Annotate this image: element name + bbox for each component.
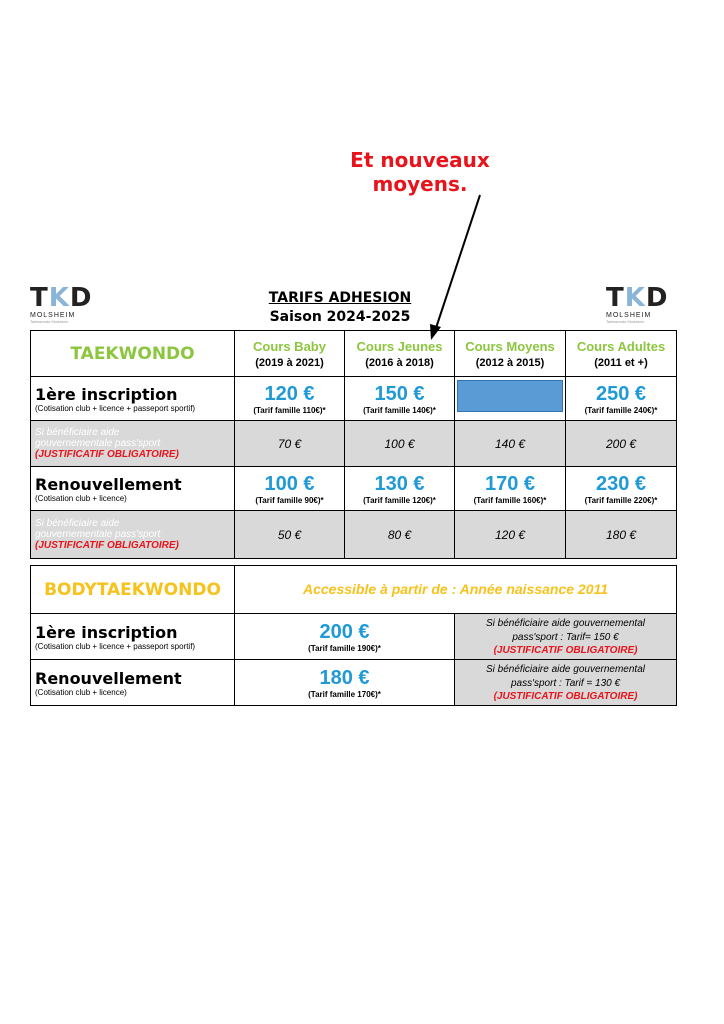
col-jeunes: Cours Jeunes (2016 à 2018): [345, 331, 455, 377]
body-first-registration-label: 1ère inscription (Cotisation club + licence + passeport sportif): [31, 614, 235, 660]
body-renewal-label: Renouvellement (Cotisation club + licence): [31, 660, 235, 706]
price-cell: 100 € (Tarif famille 90€)*: [235, 467, 345, 511]
aid-price: 120 €: [455, 511, 566, 559]
body-first-registration-row: [31, 614, 677, 660]
taekwondo-label: TAEKWONDO: [31, 331, 235, 377]
blue-highlight-box: [457, 380, 563, 412]
aid-price: 70 €: [235, 421, 345, 467]
body-aid-cell: Si bénéficiaire aide gouvernemental pass'sport : Tarif = 130 € (JUSTIFICATIF OBLIGATOIRE): [455, 660, 677, 706]
body-header-row: [31, 566, 677, 614]
aid-price: 200 €: [566, 421, 677, 467]
price-cell: 230 € (Tarif famille 220€)*: [566, 467, 677, 511]
price-cell: 250 € (Tarif famille 240€)*: [566, 377, 677, 421]
title-block: [240, 290, 440, 325]
price-cell: 130 € (Tarif famille 120€)*: [345, 467, 455, 511]
renewal-label: Renouvellement (Cotisation club + licence): [31, 467, 235, 511]
aid-renewal-row: [31, 511, 677, 559]
bodytaekwondo-table: [30, 565, 677, 706]
body-renewal-row: [31, 660, 677, 706]
price-cell: 150 € (Tarif famille 140€)*: [345, 377, 455, 421]
first-registration-label: 1ère inscription (Cotisation club + licence + passeport sportif): [31, 377, 235, 421]
aid-label: Si bénéficiaire aide gouvernementale pass'sport (JUSTIFICATIF OBLIGATOIRE): [31, 421, 235, 467]
bodytaekwondo-label: BODYTAEKWONDO: [31, 566, 235, 614]
aid-price: 140 €: [455, 421, 566, 467]
price-cell: 120 € (Tarif famille 110€)*: [235, 377, 345, 421]
aid-label: Si bénéficiaire aide gouvernementale pass'sport (JUSTIFICATIF OBLIGATOIRE): [31, 511, 235, 559]
aid-first-row: [31, 421, 677, 467]
aid-price: 100 €: [345, 421, 455, 467]
header-row: [31, 331, 677, 377]
aid-price: 180 €: [566, 511, 677, 559]
aid-price: 50 €: [235, 511, 345, 559]
logo-right: TKD MOLSHEIM Taekwondo Molsheim: [606, 283, 669, 324]
col-adultes: Cours Adultes (2011 et +): [566, 331, 677, 377]
access-note: Accessible à partir de : Année naissance 2011: [235, 566, 677, 614]
col-baby: Cours Baby (2019 à 2021): [235, 331, 345, 377]
price-cell-moyens-placeholder: [455, 377, 566, 421]
body-price-cell: 200 € (Tarif famille 190€)*: [235, 614, 455, 660]
price-cell: 170 € (Tarif famille 160€)*: [455, 467, 566, 511]
page-title: TARIFS ADHESION: [268, 290, 412, 306]
first-registration-row: [31, 377, 677, 421]
annotation-text: Et nouveaux moyens.: [350, 148, 490, 196]
col-moyens: Cours Moyens (2012 à 2015): [455, 331, 566, 377]
taekwondo-table: [30, 330, 677, 559]
body-price-cell: 180 € (Tarif famille 170€)*: [235, 660, 455, 706]
logo-left: TKD MOLSHEIM Taekwondo Molsheim: [30, 283, 93, 324]
season-label: Saison 2024-2025: [269, 309, 411, 325]
body-aid-cell: Si bénéficiaire aide gouvernemental pass'sport : Tarif= 150 € (JUSTIFICATIF OBLIGATOIRE): [455, 614, 677, 660]
renewal-row: [31, 467, 677, 511]
aid-price: 80 €: [345, 511, 455, 559]
